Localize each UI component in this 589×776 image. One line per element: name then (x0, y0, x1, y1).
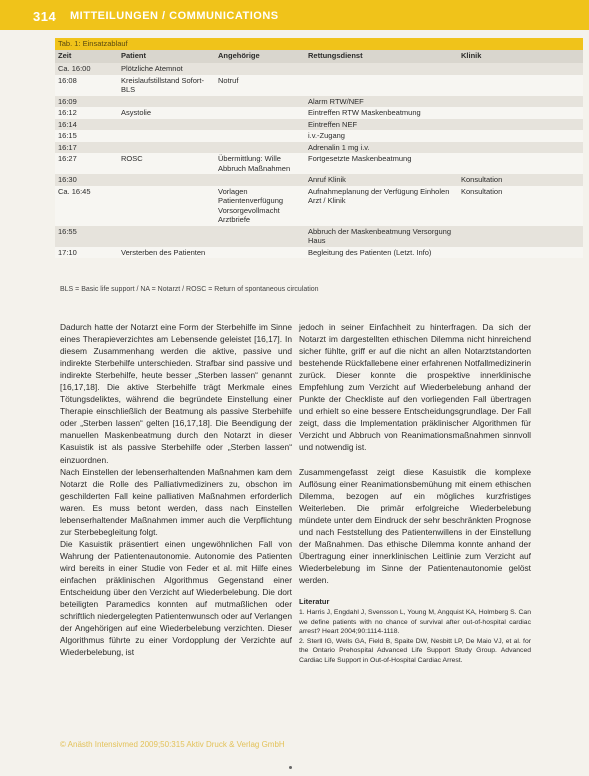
table-cell (118, 142, 215, 154)
table-cell (458, 153, 583, 174)
table-cell: Notruf (218, 75, 239, 85)
table-cell: 16:15 (58, 131, 77, 140)
table-cell: 16:55 (58, 226, 77, 236)
table-cell: Konsultation (461, 175, 503, 184)
left-text-column (60, 321, 292, 658)
table-cell: 16:09 (58, 96, 77, 106)
table-cell (215, 226, 305, 247)
table-cell: Eintreffen NEF (308, 119, 358, 129)
table-row (55, 75, 583, 96)
table-cell (305, 63, 458, 75)
literature-item: 2. Sterll IG, Wells GA, Field B, Spaite DW, Nesbitt LP, De Maio VJ, et al. for the Ontario Prehospital Advanced Life Support Study Group. Advanced Cardiac Life Support in Out-of-Hospital Cardiac Arrest. (299, 637, 531, 664)
table-cell (215, 174, 305, 186)
right-paragraph-1: jedoch in seiner Einfachheit zu hinterfragen. Da sich der Notarzt im dargestellten ethischen Dilemma nicht hinreichend sicher fühlte, griff er auf die nicht an allen Notarztstandorten bestehende Rückfallebene einer erfahrenen Notfallmedizinerin zurück. Dieser konnte die prospektive innerklinische Empfehlung zum Verzicht auf Wiederbelebung anhand der Punkte der Checkliste auf den vorliegenden Fall übertragen und erhielt so eine bessere Entscheidungsgrundlage. Der Fall zeigt, dass die Implementation präklinischer Algorithmen für Verzicht und Abbruch von Reanimationsmaßnahmen sinnvoll und notwendig ist. (299, 322, 531, 453)
table-cell (215, 96, 305, 108)
table-cell: Plötzliche Atemnot (121, 64, 183, 73)
table-row (55, 186, 583, 226)
right-text-column (299, 321, 531, 666)
table-row (55, 107, 583, 119)
table-cell (118, 226, 215, 247)
col-header-relatives: Angehörige (218, 51, 260, 60)
table-cell: Aufnahmeplanung der Verfügung Einholen Arzt / Klinik (308, 186, 450, 205)
table-cell: 16:14 (58, 119, 77, 129)
table-cell (215, 107, 305, 119)
table-cell (458, 247, 583, 259)
table-cell: Alarm RTW/NEF (308, 96, 364, 106)
table-cell (305, 75, 458, 96)
table-cell (458, 119, 583, 131)
page-header (0, 0, 589, 30)
table-cell: Versterben des Patienten (121, 247, 206, 257)
table-cell: 16:12 (58, 108, 77, 117)
table-cell: 16:27 (58, 154, 77, 163)
table-cell: 16:30 (58, 175, 77, 184)
table-cell: Ca. 16:00 (58, 64, 91, 73)
col-header-time: Zeit (58, 51, 72, 60)
table-cell: Eintreffen RTW Maskenbeatmung (308, 108, 421, 117)
table-cell (458, 142, 583, 154)
table-row (55, 119, 583, 131)
table-cell (458, 226, 583, 247)
table-cell: Asystolie (121, 108, 152, 117)
literature-item: 1. Harris J, Engdahl J, Svensson L, Young M, Angquist KA, Holmberg S. Can we define patients with no chance of survival after out-of-hospital cardiac arrest? Heart 2004;90:1114-1118. (299, 609, 531, 636)
table-row (55, 142, 583, 154)
table-cell: Konsultation (461, 186, 503, 196)
table-cell (458, 96, 583, 108)
table-cell: Ca. 16:45 (58, 186, 91, 196)
page-footer: © Anästh Intensivmed 2009;50:315 Aktiv Druck & Verlag GmbH (60, 740, 285, 749)
table-cell: Anruf Klinik (308, 175, 346, 184)
left-paragraph-3: Die Kasuistik präsentiert einen ungewöhnlichen Fall von Wahrung der Patientenautonomie. Autonomie des Patienten wird bereits in einer Studie von Feder et al. mit Hilfe eines einfachen präklinischen Algorithmus Gegenstand einer Entscheidung über den Verzicht auf Wiederbelebung. Die dort beteiligten Paramedics konnten auf mutmaßlichen oder schriftlich niedergelegten Patientenwunsch oder auf Verlangen der Angehörigen auf eine Wiederbelebung verzichten. Dieser Algorithmus führte zu einer Vordopplung der Verzichte auf Wiederbelebung, ist (60, 538, 292, 658)
table-cell (118, 119, 215, 131)
table-cell: Vorlagen Patientenverfügung Vorsorgevollmacht Arztbriefe (218, 186, 284, 224)
table-cell: Abbruch der Maskenbeatmung Versorgung Haus (308, 226, 452, 245)
table-cell (215, 142, 305, 154)
col-header-ems: Rettungsdienst (308, 51, 363, 60)
left-paragraph-1: Dadurch hatte der Notarzt eine Form der Sterbehilfe im Sinne eines Therapieverzichtes am Lebensende geleistet [16,17]. In diesem Zusammenhang werden die aktive, passive und indirekte Sterbehilfe unterschieden. Strafbar sind passive und indirekte Sterbehilfe, heute besser „Sterben lassen“ genannt [16,17,18]. Die aktive Sterbehilfe trägt Merkmale eines Tötungsdeliktes, während die begründete Einstellung einer Therapie einschließlich der Beatmung als passive Sterbehilfe oder „Sterben lassen“ gelten [16,17,18]. Die Beendigung der manuellen Maskenbeatmung durch den Notarzt in dieser Kasuistik ist als passive Sterbehilfe oder „Sterben lassen“ einzuordnen. (60, 322, 292, 465)
table-cell (118, 174, 215, 186)
col-header-clinic: Klinik (461, 51, 482, 60)
table-caption: Tab. 1: Einsatzablauf (55, 38, 583, 50)
right-paragraph-2: Zusammengefasst zeigt diese Kasuistik die komplexe Auflösung einer Reanimationsbemühung mit einem ethischen Dilemma, bezogen auf ein mögliches kurzfristiges Weiterleben. Die primär erfolgreiche Wiederbelebung mündete unter dem Eindruck der sehr beschränkten Prognose und nach Feststellung des Patientenwillens in der Einstellung der Maßnahmen. Das ethische Dilemma konnte anhand der Übertragung einer innerklinischen Leitlinie zum Verzicht auf Wiederbelebung im Sinne der Patientenautonomie gelöst werden. (299, 466, 531, 585)
table-cell (215, 63, 305, 75)
table-cell (458, 75, 583, 96)
table-cell (458, 130, 583, 142)
timeline-table (55, 38, 583, 258)
table-cell: 16:17 (58, 142, 77, 152)
table-row (55, 247, 583, 259)
table-cell (215, 119, 305, 131)
table-footnote: BLS = Basic life support / NA = Notarzt / ROSC = Return of spontaneous circulation (60, 286, 319, 293)
table-row (55, 174, 583, 186)
table-body (55, 63, 583, 258)
table-cell (215, 247, 305, 259)
table-cell: ROSC (121, 154, 143, 163)
section-title: MITTEILUNGEN / COMMUNICATIONS (70, 10, 279, 22)
table-row (55, 153, 583, 174)
table-cell (458, 107, 583, 119)
table-cell: Kreislaufstillstand Sofort-BLS (121, 75, 204, 94)
col-header-patient: Patient (121, 51, 147, 60)
table-cell (215, 130, 305, 142)
table-cell: 17:10 (58, 247, 77, 257)
table-cell: 16:08 (58, 75, 77, 85)
table-cell (118, 186, 215, 226)
table-cell (118, 130, 215, 142)
table-cell: Begleitung des Patienten (Letzt. Info) (308, 247, 432, 257)
table-cell: i.v.-Zugang (308, 131, 345, 140)
literature-title: Literatur (299, 596, 330, 606)
literature-list (299, 608, 531, 666)
table-row (55, 96, 583, 108)
page-dot-mark (289, 766, 292, 769)
table-cell: Adrenalin 1 mg i.v. (308, 142, 370, 152)
table-cell: Fortgesetzte Maskenbeatmung (308, 154, 412, 163)
table-cell (118, 96, 215, 108)
table-row (55, 226, 583, 247)
table-header-row (55, 50, 583, 63)
table-cell (458, 63, 583, 75)
page-number: 314 (33, 9, 57, 24)
table-row (55, 63, 583, 75)
table-cell: Übermittlung: Wille Abbruch Maßnahmen (218, 154, 291, 173)
table-row (55, 130, 583, 142)
left-paragraph-2: Nach Einstellen der lebenserhaltenden Maßnahmen kam dem Notarzt die Rolle des Palliativmediziners zu, obschon im geschilderten Fall keine palliativen Maßnahmen erforderlich waren. Es muss betont werden, dass nach Einstellen lebenserhaltender Maßnahmen immer auch die Verpflichtung zur Sterbebegleitung folgt. (60, 466, 292, 537)
